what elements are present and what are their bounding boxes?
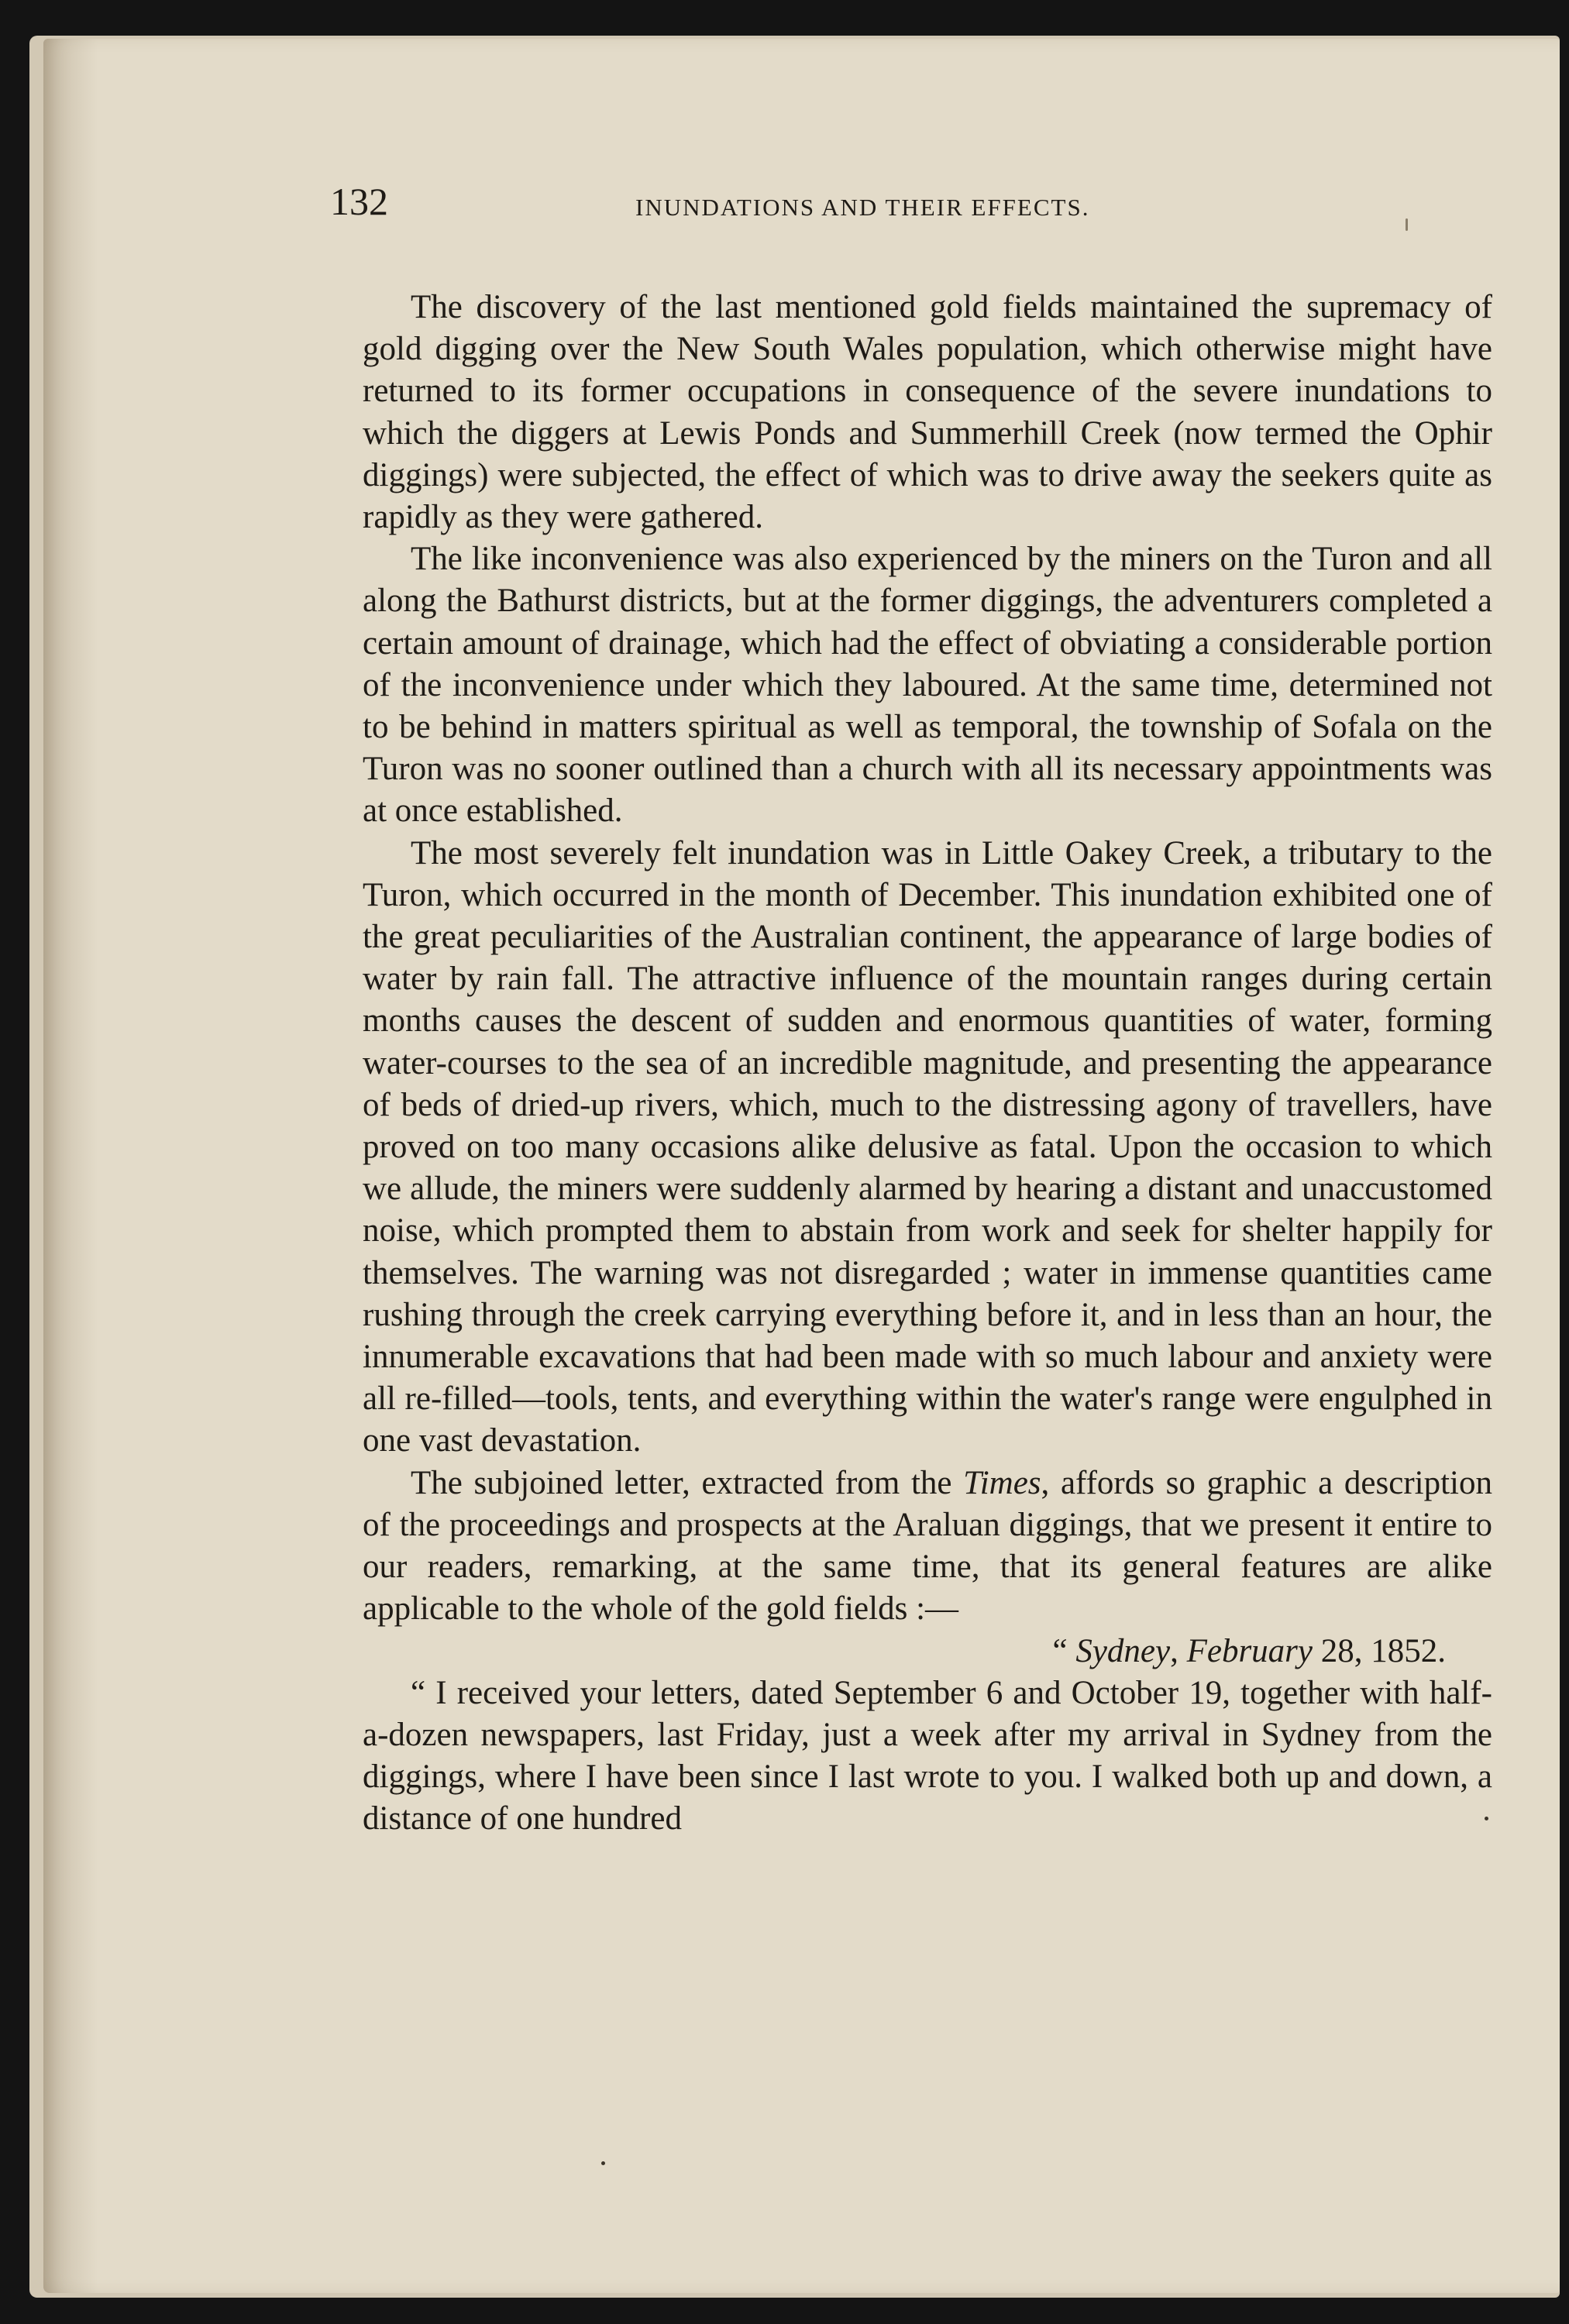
paragraph-2: The like inconvenience was also experienced by the miners on the Turon and all along the Bathurst districts, but at the former diggings, the adventurers completed a certain amount of drainage, which had the effect of obviating a considerable portion of the inconvenience under which they laboured. At the same time, determined not to be behind in matters spiritual as well as temporal, the township of Sofala on the Turon was no sooner outlined than a church with all its necessary appointments was at once established. (363, 541, 1492, 830)
paragraph-4-text-before: The subjoined letter, extracted from the (411, 1464, 964, 1501)
paper-speck (601, 2161, 605, 2165)
book-page (43, 39, 1560, 2293)
paragraph-4 (363, 1463, 1492, 1631)
dateline-month: February (1186, 1632, 1313, 1669)
dateline-place: Sydney (1075, 1632, 1171, 1669)
page-body (363, 287, 1492, 1841)
dateline-date: 28, 1852. (1313, 1632, 1446, 1669)
dateline-open-quote: “ (1052, 1632, 1076, 1669)
dateline-comma: , (1170, 1632, 1187, 1669)
page-number: 132 (330, 180, 388, 223)
page-header (330, 163, 1560, 240)
paragraph-3: The most severely felt inundation was in Little Oakey Creek, a tributary to the Turon, which occurred in the month of December. This inundation exhibited one of the great peculiarities of the Australian continent, the appearance of large bodies of water by rain fall. The attractive influence of the mountain ranges during certain months causes the descent of sudden and enormous quantities of water, forming water-courses to the sea of an incredible magnitude, and presenting the appearance of beds of dried-up rivers, which, much to the distressing agony of travellers, have proved on too many occasions alike delusive as fatal. Upon the occasion to which we allude, the miners were suddenly alarmed by hearing a distant and unaccustomed noise, which prompted them to abstain from work and seek for shelter happily for themselves. The warning was not disregarded ; water in immense quantities came rushing through the creek carrying everything before it, and in less than an hour, the innumerable excavations that had been made with so much labour and anxiety were all re-filled—tools, tents, and everything within the water's range were engulphed in one vast devastation. (363, 834, 1492, 1459)
paper-speck (1406, 218, 1408, 231)
paragraph-4-text-after: , affords so graphic a description of the proceedings and prospects at the Araluan diggings, that we present it entire to our readers, remarking, at the same time, that its general features are alike applicable to the whole of the gold fields :— (363, 1464, 1492, 1628)
letter-dateline (363, 1631, 1492, 1673)
paragraph-1: The discovery of the last mentioned gold fields maintained the supremacy of gold digging over the New South Wales population, which otherwise might have returned to its former occupations in consequence of the severe inundations to which the diggers at Lewis Ponds and Summerhill Creek (now termed the Ophir diggings) were subjected, the effect of which was to drive away the seekers quite as rapidly as they were gathered. (363, 289, 1492, 536)
letter-paragraph: “ I received your letters, dated September 6 and October 19, together with half-a-dozen newspapers, last Friday, just a week after my arrival in Sydney from the diggings, where I have been since I last wrote to you. I walked both up and down, a distance of one hundred (363, 1674, 1492, 1838)
paper-speck (1485, 1817, 1488, 1820)
times-title: Times (963, 1464, 1041, 1501)
running-head: INUNDATIONS AND THEIR EFFECTS. (635, 194, 1090, 221)
